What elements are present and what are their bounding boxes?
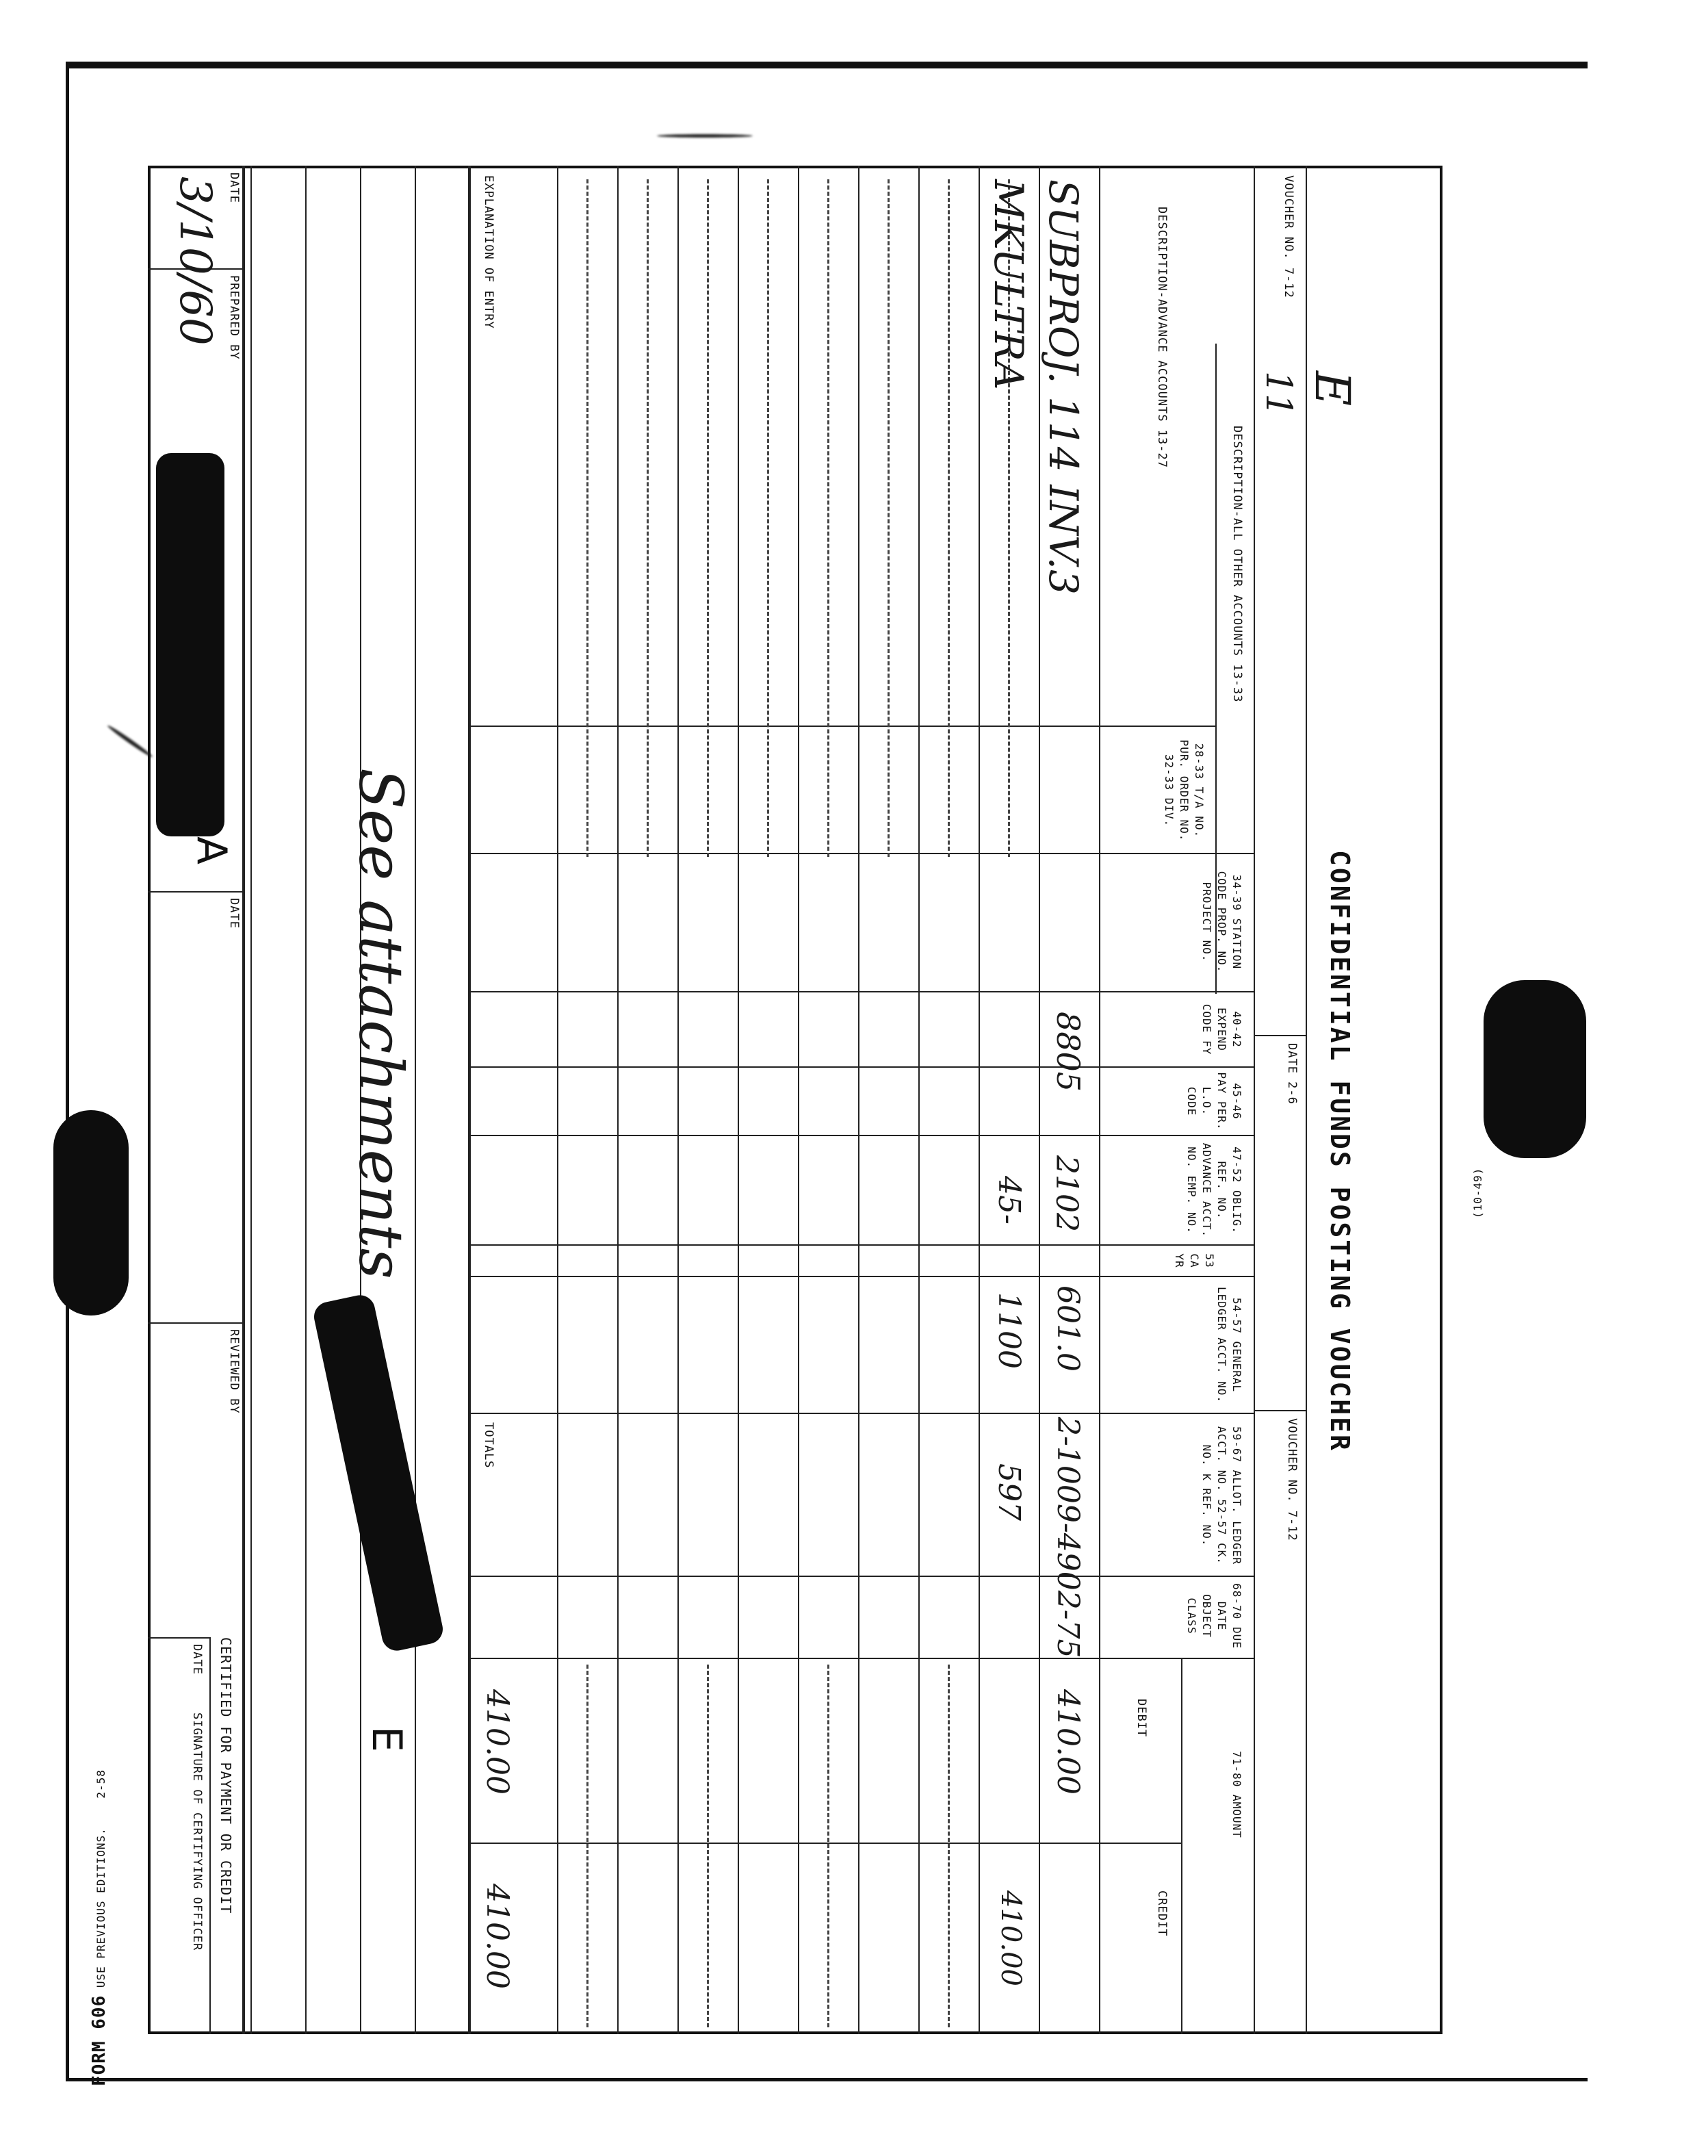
footer-divider xyxy=(148,891,245,893)
row-rule xyxy=(979,166,980,2034)
voucher-no-right-label: VOUCHER NO. 7-12 xyxy=(1285,1418,1299,1541)
row-rule xyxy=(858,166,859,2034)
desc-other-label: DESCRIPTION-ALL OTHER ACCOUNTS 13-33 xyxy=(1230,426,1244,703)
revision-code: (10-49) xyxy=(1471,1167,1484,1218)
form-note: USE PREVIOUS EDITIONS. xyxy=(94,1827,107,1988)
title-rule xyxy=(1306,166,1307,2034)
col-34-39: 34-39 STATION CODE PROP. NO. PROJECT NO. xyxy=(1200,871,1243,973)
dashed-line xyxy=(647,179,649,857)
redaction-mark xyxy=(53,1110,129,1316)
row-rule xyxy=(918,166,920,2034)
row1-oblig-ref: 2102 xyxy=(1049,1155,1084,1232)
column-divider xyxy=(471,726,1217,727)
date-value: 3/10/60 xyxy=(170,177,220,346)
total-credit: 410.00 xyxy=(480,1884,515,1989)
column-divider xyxy=(471,1066,1255,1068)
dashed-line xyxy=(767,179,769,857)
redaction-mark xyxy=(156,453,224,836)
dashed-line xyxy=(586,179,588,857)
form-frame xyxy=(148,166,1442,2034)
certified-label: CERTIFIED FOR PAYMENT OR CREDIT xyxy=(218,1637,234,1914)
form-date-code: 2-58 xyxy=(94,1769,107,1799)
dashed-line xyxy=(586,1665,588,2027)
footer-date-label: DATE xyxy=(190,1644,204,1675)
row-rule xyxy=(677,166,679,2034)
footer-rule xyxy=(209,1637,211,2034)
form-title: CONFIDENTIAL FUNDS POSTING VOUCHER xyxy=(1325,850,1355,1452)
explanation-rule xyxy=(305,166,307,2034)
footer-date-label: DATE xyxy=(227,898,241,929)
redaction-mark xyxy=(1484,980,1586,1158)
row1-gl-acct: 601.0 xyxy=(1050,1285,1085,1372)
col-28-33: 28-33 T/A NO. PUR. ORDER NO. 32-33 DIV. xyxy=(1163,739,1206,842)
col-59-67: 59-67 ALLOT. LEDGER ACCT. NO. 52-57 CK. NO. K REF. NO. xyxy=(1200,1426,1243,1565)
row-rule xyxy=(557,166,558,2034)
row1-expend-code: 8805 xyxy=(1050,1012,1087,1092)
prepared-by-label: PREPARED BY xyxy=(227,275,241,360)
col-45-46: 45-46 PAY PER. L.O. CODE xyxy=(1185,1072,1243,1131)
voucher-form xyxy=(148,166,1442,2034)
row1-debit: 410.00 xyxy=(1050,1689,1085,1795)
amount-rule xyxy=(1181,1659,1182,2034)
scan-speck xyxy=(107,724,154,759)
voucher-no-label: VOUCHER NO. 7-12 xyxy=(1282,175,1295,298)
row-rule xyxy=(738,166,739,2034)
totals-label: TOTALS xyxy=(482,1422,495,1469)
row2-allot-acct: 597 xyxy=(992,1463,1026,1521)
dashed-line xyxy=(707,1665,709,2027)
dashed-line xyxy=(948,1665,950,2027)
handwritten-letter-a: A xyxy=(187,836,235,865)
amount-label: 71-80 AMOUNT xyxy=(1230,1751,1243,1838)
signature-label: SIGNATURE OF CERTIFYING OFFICER xyxy=(190,1712,204,1951)
column-divider xyxy=(471,1576,1255,1577)
scan-speck xyxy=(657,134,753,138)
col-47-52: 47-52 OBLIG. REF. NO. ADVANCE ACCT. NO. EMP. NO. xyxy=(1185,1142,1243,1238)
row2-credit: 410.00 xyxy=(995,1890,1026,1986)
form-footer-text xyxy=(89,1769,109,2086)
voucher-sub: 11 xyxy=(1258,371,1299,417)
row1-description: SUBPROJ. 114 INV.3 xyxy=(1040,179,1087,595)
column-header-rule xyxy=(1099,166,1100,2034)
column-divider xyxy=(471,1244,1255,1246)
column-divider xyxy=(471,1843,1182,1844)
explanation-text: See attachments xyxy=(346,768,416,1279)
column-divider xyxy=(471,991,1255,992)
header-divider xyxy=(1255,1035,1307,1036)
column-divider xyxy=(471,1658,1255,1659)
dashed-line xyxy=(707,179,709,857)
credit-label: CREDIT xyxy=(1155,1890,1169,1937)
date-label: DATE 2-6 xyxy=(1285,1043,1299,1105)
row2-gl-acct: 1100 xyxy=(992,1292,1026,1369)
explanation-label: EXPLANATION OF ENTRY xyxy=(482,175,495,329)
dashed-line xyxy=(827,1665,829,2027)
row2-description: MKULTRA xyxy=(985,179,1032,390)
col-54-57: 54-57 GENERAL LEDGER ACCT. NO. xyxy=(1215,1286,1243,1404)
handwritten-letter-e: E xyxy=(363,1726,411,1752)
explanation-rule xyxy=(250,166,252,2034)
row2-oblig-ref: 45- xyxy=(992,1176,1026,1224)
debit-label: DEBIT xyxy=(1135,1699,1148,1738)
dashed-line xyxy=(888,179,890,857)
form-number: FORM 606 xyxy=(89,1994,109,2086)
row-rule xyxy=(617,166,619,2034)
header-divider xyxy=(1255,1410,1307,1411)
column-divider xyxy=(471,1276,1255,1277)
dashed-line xyxy=(827,179,829,857)
total-debit: 410.00 xyxy=(480,1689,515,1795)
row1-allot-acct: 2-1009-4902-75 xyxy=(1050,1417,1085,1658)
footer-divider xyxy=(148,1637,211,1639)
voucher-mark: E xyxy=(1304,371,1360,407)
scan-bottom-border xyxy=(66,2078,1588,2081)
dashed-line xyxy=(948,179,950,857)
desc-advance-label: DESCRIPTION-ADVANCE ACCOUNTS 13-27 xyxy=(1155,207,1169,468)
scan-top-border xyxy=(66,62,1588,68)
footer-date-label: DATE xyxy=(227,172,241,203)
header-rule xyxy=(1254,166,1255,2034)
col-68-70: 68-70 DUE DATE OBJECT CLASS xyxy=(1185,1583,1243,1649)
footer-rule xyxy=(242,166,245,2034)
reviewed-by-label: REVIEWED BY xyxy=(227,1329,241,1414)
col-53: 53 CA YR xyxy=(1173,1253,1216,1268)
column-divider xyxy=(471,1413,1255,1414)
col-40-42: 40-42 EXPEND CODE FY xyxy=(1200,1003,1243,1055)
totals-rule xyxy=(468,166,471,2034)
column-divider xyxy=(471,1135,1255,1136)
scan-left-border xyxy=(66,62,69,2081)
row-rule xyxy=(798,166,799,2034)
footer-divider xyxy=(148,1322,245,1324)
